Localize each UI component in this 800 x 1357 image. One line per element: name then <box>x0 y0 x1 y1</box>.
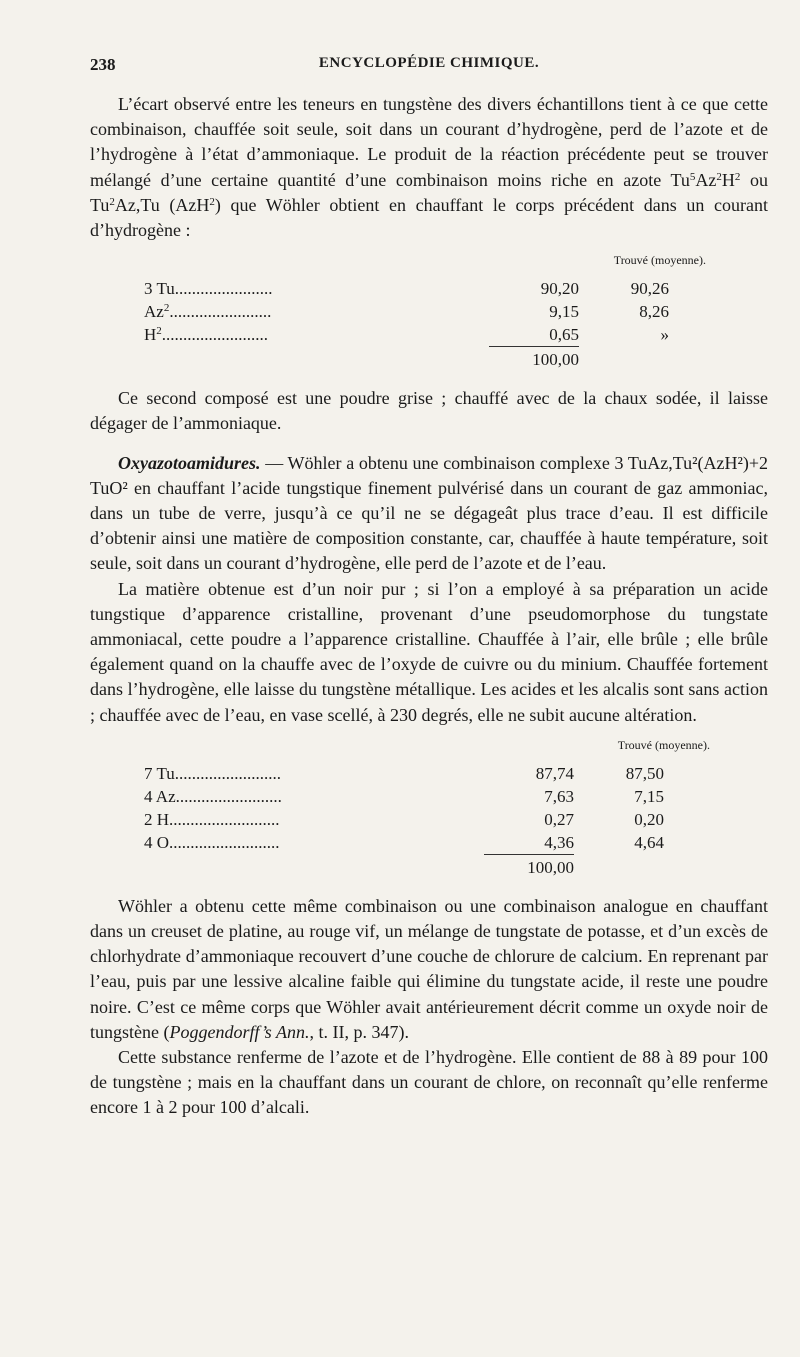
table-1-header: Trouvé (moyenne). <box>613 253 706 268</box>
element-label: 4 Az <box>144 786 176 806</box>
found-value: 8,26 <box>639 302 669 322</box>
element-label: 4 O <box>144 832 170 852</box>
table-row: $H^2$......................... 0,65 » <box>144 325 669 345</box>
page-header <box>90 55 768 77</box>
page-number: 238 <box>90 55 116 74</box>
calc-value: 4,36 <box>544 832 574 852</box>
running-title: ENCYCLOPÉDIE CHIMIQUE. <box>318 55 540 71</box>
calc-value: 90,20 <box>540 279 579 299</box>
calc-value: 0,27 <box>544 809 574 829</box>
paragraph-5-text-end: , t. II, p. 347). <box>309 1021 409 1042</box>
found-value: 90,26 <box>630 279 669 299</box>
paragraph-1: L’écart observé entre les teneurs en tungstène des divers échantillons tient à ce que cette combinaison, chauffée soit seule, soit dans un courant d’hydrogène, perd de l’azote et de l’hydrogène à l’état d’ammoniaque. Le produit de la réaction précédente peut se trouver mélangé d’une certaine quantité d’une combinaison moins riche en azote $Tu^5Az^2H^2$ ou Tu$^2$Az,Tu (AzH$^2$) que Wöhler obtient en chauffant le corps précédent dans un courant d’hydrogène : <box>90 94 768 241</box>
found-value: 0,20 <box>634 809 664 829</box>
found-value: » <box>660 325 669 345</box>
calc-value: 7,63 <box>544 786 574 806</box>
paragraph-3 <box>90 451 768 577</box>
element-subscript: 2 <box>156 325 162 338</box>
bibliographic-reference: Poggendorff’s Ann. <box>169 1021 310 1042</box>
calc-value: 9,15 <box>549 302 579 322</box>
total-value: 100,00 <box>484 854 574 880</box>
table-row: Az$^2$........................ 9,15 8,26 <box>144 302 669 322</box>
table-row: 2 H.......................... 0,27 0,20 <box>144 809 664 829</box>
page-body <box>90 92 768 1121</box>
element-label: 3 Tu <box>144 279 175 299</box>
found-value: 87,50 <box>625 763 664 783</box>
table-row: 4 O.......................... 4,36 4,64 <box>144 832 664 852</box>
table-row: 3 Tu....................... 90,20 90,26 <box>144 279 669 299</box>
total-value: 100,00 <box>489 346 579 372</box>
element-label: 2 H <box>144 809 170 829</box>
paragraph-5 <box>90 894 768 1045</box>
paragraph-4: La matière obtenue est d’un noir pur ; si l’on a employé à sa préparation un acide tungstique d’apparence cristalline, provenant d’une pseudomorphose du tungstate ammoniacal, cette poudre a l’apparence cristalline. Chauffée à l’air, elle brûle ; elle brûle également quand on la chauffe avec de l’oxyde de cuivre ou du minium. Chauffée fortement dans l’hydrogène, elle laisse du tungstène métallique. Les acides et les alcalis sont sans action ; chauffée avec de l’eau, en vase scellé, à 230 degrés, elle ne subit aucune altération. <box>90 578 768 725</box>
table-row: 4 Az......................... 7,63 7,15 <box>144 786 664 806</box>
table-total-row <box>90 854 768 880</box>
table-total-row <box>90 346 768 372</box>
table-row: 7 Tu......................... 87,74 87,50 <box>144 763 664 783</box>
found-value: 4,64 <box>634 832 664 852</box>
element-label: H <box>144 325 157 345</box>
element-label: Az <box>144 302 164 322</box>
element-subscript: 2 <box>163 302 170 315</box>
analysis-table-1 <box>90 251 768 372</box>
calc-value: 87,74 <box>535 763 574 783</box>
paragraph-2: Ce second composé est une poudre grise ; chauffé avec de la chaux sodée, il laisse dégager de l’ammoniaque. <box>90 388 768 434</box>
table-2-header: Trouvé (moyenne). <box>617 737 710 752</box>
paragraph-1-text: L’écart observé entre les teneurs en tungstène des divers échantillons tient à ce que cette combinaison, chauffée soit seule, soit dans un courant d’hydrogène, perd de l’azote et de l’hydrogène à l’état d’ammoniaque. Le produit de la réaction précédente peut se trouver mélangé d’une certaine quantité d’une combinaison moins riche en azote Tu <box>90 94 768 190</box>
calc-value: 0,65 <box>549 325 579 345</box>
analysis-table-2 <box>90 736 768 880</box>
paragraph-6: Cette substance renferme de l’azote et de l’hydrogène. Elle contient de 88 à 89 pour 100 de tungstène ; mais en la chauffant dans un courant de chlore, on reconnaît qu’elle renferme encore 1 à 2 pour 100 d’alcali. <box>90 1047 768 1118</box>
section-heading: Oxyazotoamidures. <box>118 452 261 473</box>
paragraph-3-text: — Wöhler a obtenu une combinaison complexe 3 TuAz,Tu²(AzH²)+2 TuO² en chauffant l’acide tungstique finement pulvérisé dans un courant de gaz ammoniac, dans un tube de verre, jusqu’à ce qu’il ne se dégageât plus trace d’eau. Il est difficile d’obtenir ainsi une matière de composition constante, car, chauffée à haute température, soit seule, soit dans un courant d’hydrogène, elle perd de l’azote et de l’eau. <box>90 452 768 574</box>
element-label: 7 Tu <box>144 763 175 783</box>
paragraph-5-text: Wöhler a obtenu cette même combinaison ou une combinaison analogue en chauffant dans un creuset de platine, au rouge vif, un mélange de tungstate de potasse, et d’un excès de chlorhydrate d’ammoniaque recouvert d’une couche de chlorure de calcium. En reprenant par l’eau, puis par une lessive alcaline faible qui élimine du tungstate acide, il reste une poudre noire. C’est ce même corps que Wöhler avait antérieurement décrit comme un oxyde noir de tungstène ( <box>90 895 768 1042</box>
found-value: 7,15 <box>634 786 664 806</box>
